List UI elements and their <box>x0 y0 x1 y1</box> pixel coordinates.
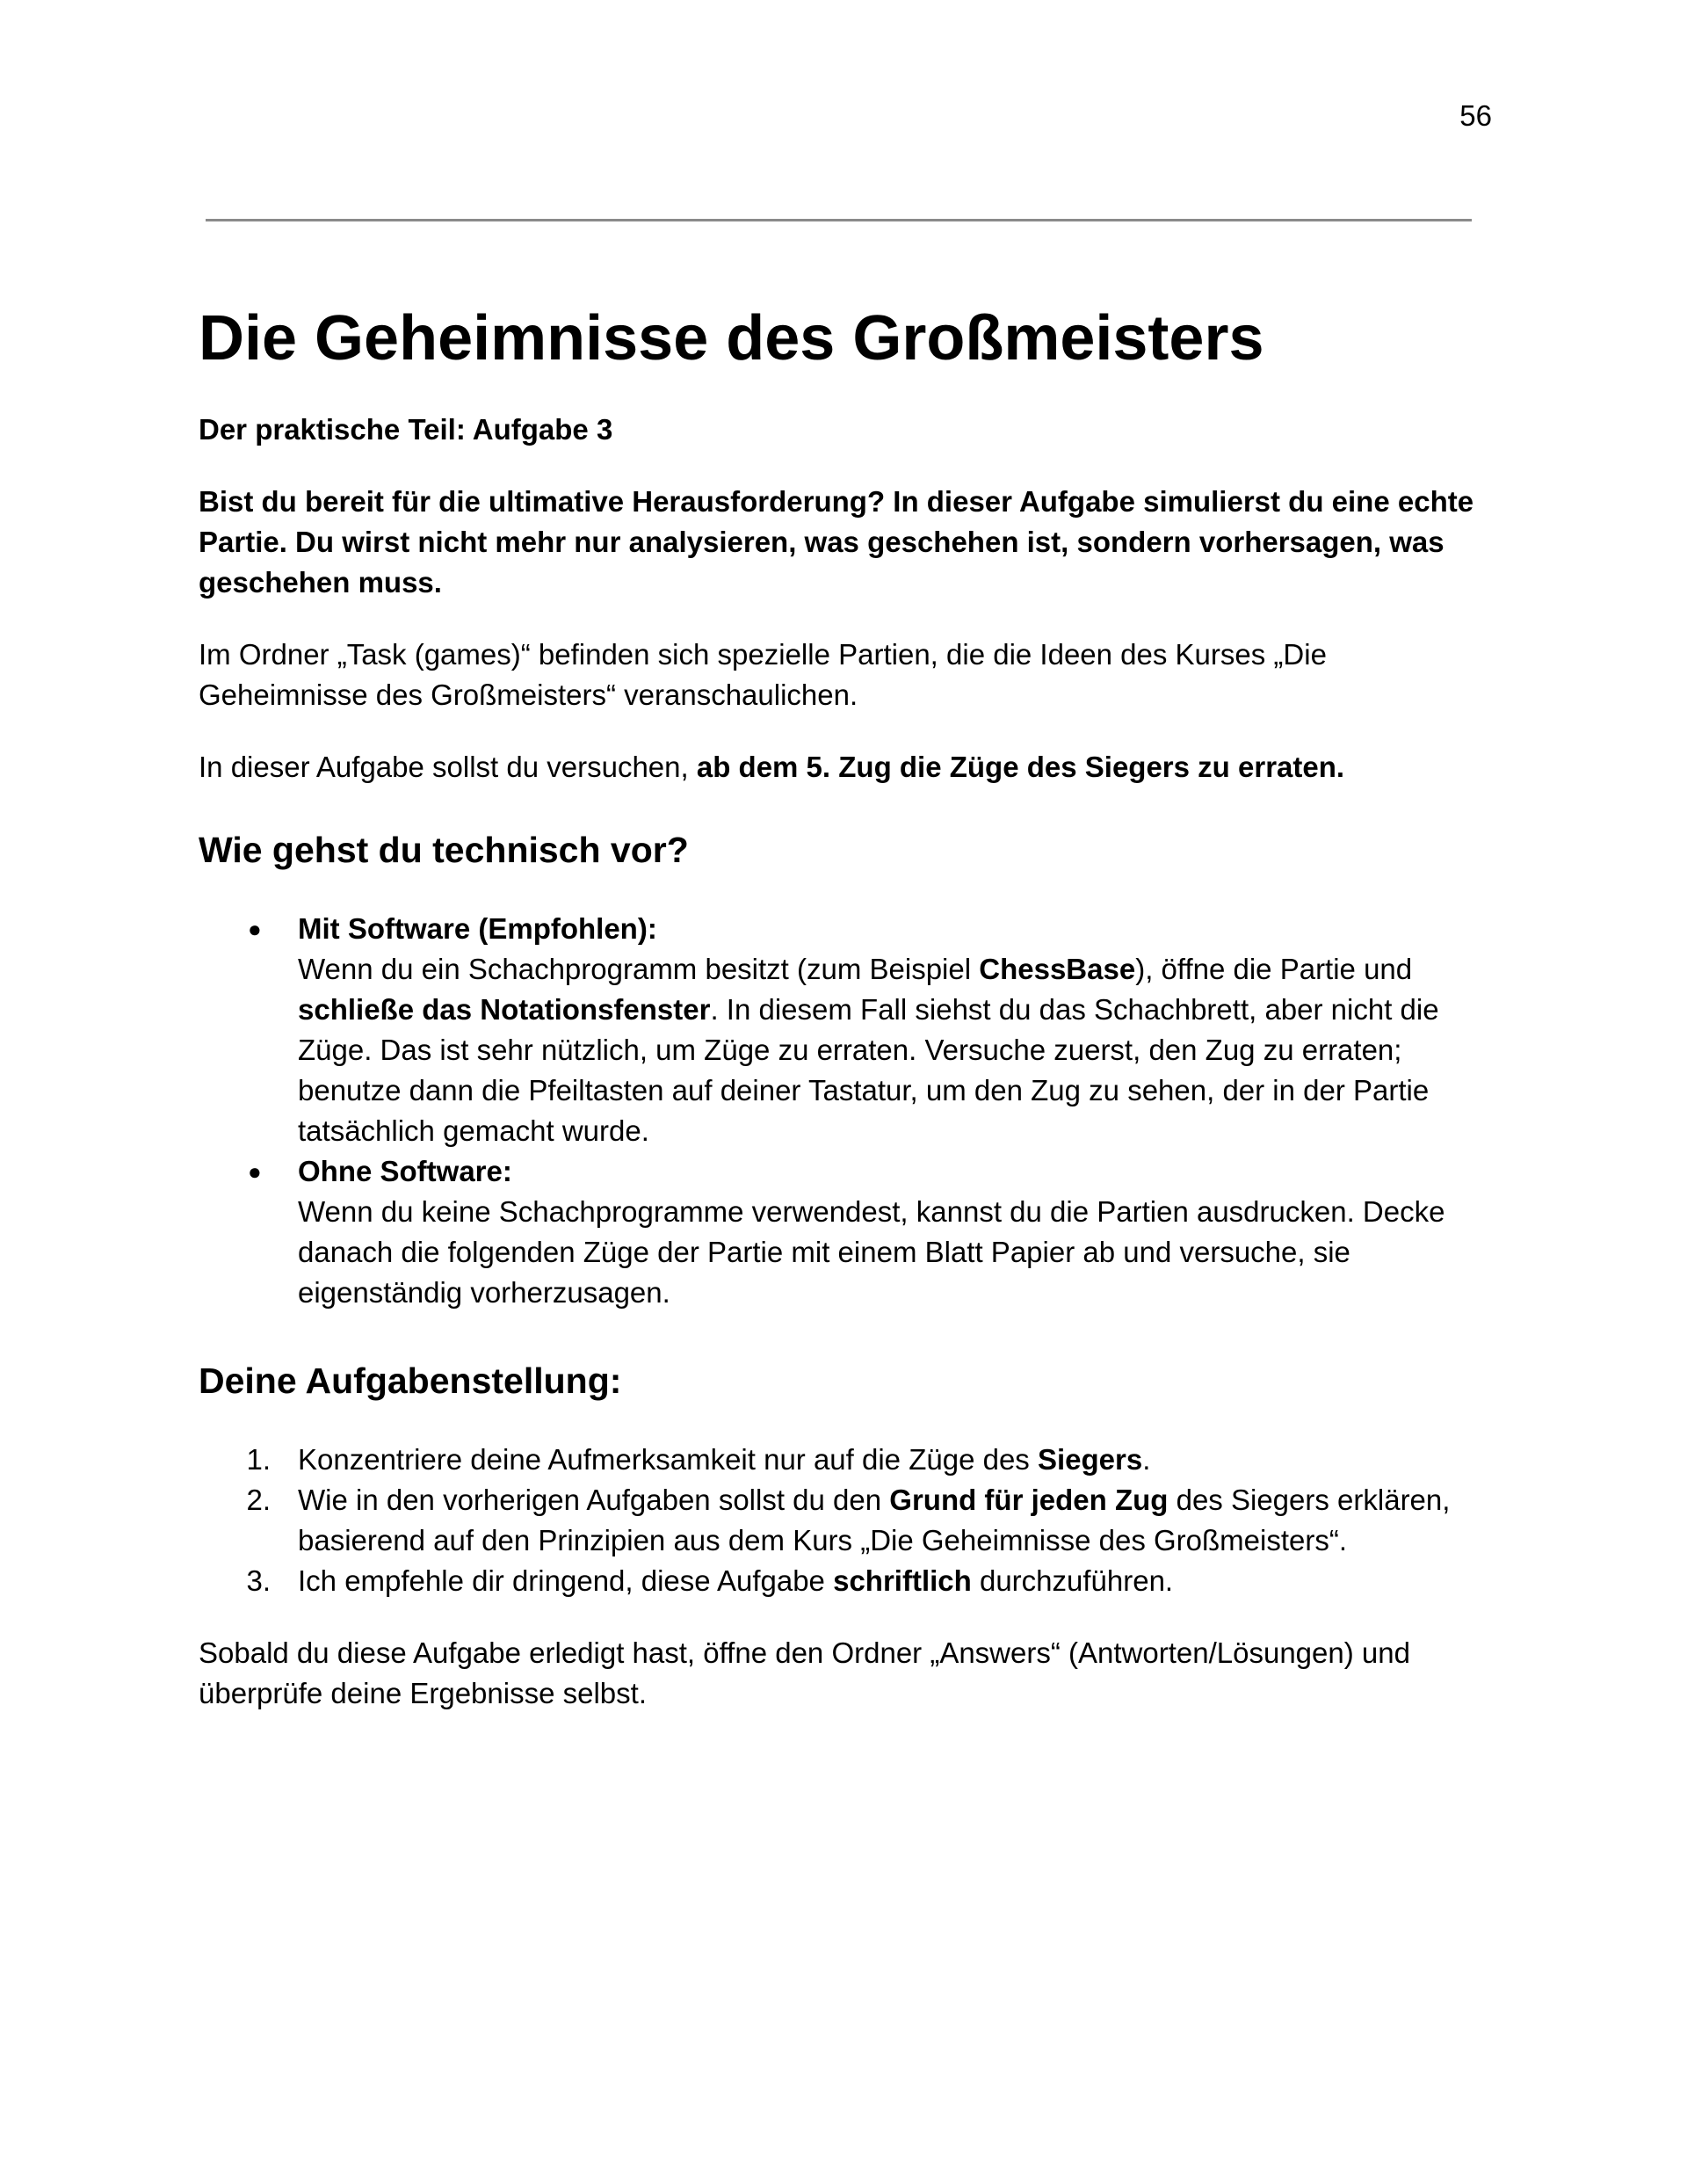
task-paragraph <box>199 747 1481 787</box>
document-content <box>199 299 1481 1745</box>
list-item-title: Ohne Software: <box>298 1155 512 1187</box>
text-run-bold: Grund für jeden Zug <box>889 1484 1169 1516</box>
list-item <box>199 909 1481 1151</box>
page-number: 56 <box>1459 99 1492 132</box>
text-run-bold: Siegers <box>1037 1443 1143 1476</box>
text-run: Konzentriere deine Aufmerksamkeit nur auf die Züge des <box>298 1443 1038 1476</box>
text-run: ), öffne die Partie und <box>1135 953 1413 985</box>
bullet-marker: ● <box>248 916 262 942</box>
section-subtitle: Der praktische Teil: Aufgabe 3 <box>199 413 613 446</box>
task-paragraph-text: In dieser Aufgabe sollst du versuchen, <box>199 751 697 783</box>
closing-paragraph: Sobald du diese Aufgabe erledigt hast, öffne den Ordner „Answers“ (Antworten/Lösungen) und überprüfe deine Ergebnisse selbst. <box>199 1636 1410 1709</box>
technical-list <box>199 909 1481 1313</box>
assignment-heading: Deine Aufgabenstellung: <box>199 1360 622 1401</box>
list-number: 2. <box>246 1484 271 1516</box>
text-run-bold: schließe das Notationsfenster <box>298 993 711 1026</box>
text-run: Wenn du ein Schachprogramm besitzt (zum Beispiel <box>298 953 980 985</box>
text-run: durchzuführen. <box>971 1564 1174 1597</box>
list-item-text: Wenn du keine Schachprogramme verwendest, kannst du die Partien ausdrucken. Decke danach die folgenden Züge der Partie mit einem Blatt Papier ab und versuche, sie eigenständig vorherzusagen. <box>298 1195 1445 1309</box>
technical-heading: Wie gehst du technisch vor? <box>199 830 689 870</box>
list-item <box>199 1480 1481 1561</box>
intro-paragraph: Bist du bereit für die ultimative Herausforderung? In dieser Aufgabe simulierst du eine echte Partie. Du wirst nicht mehr nur analysieren, was geschehen ist, sondern vorhersagen, was geschehen muss. <box>199 485 1474 599</box>
list-item <box>199 1151 1481 1313</box>
list-number: 1. <box>246 1443 271 1476</box>
list-number: 3. <box>246 1564 271 1597</box>
bullet-marker: ● <box>248 1158 262 1185</box>
text-run: Ich empfehle dir dringend, diese Aufgabe <box>298 1564 834 1597</box>
list-item-text <box>298 949 1481 1151</box>
list-item <box>199 1440 1481 1480</box>
text-run-bold: schriftlich <box>833 1564 972 1597</box>
text-run-bold: ChessBase <box>979 953 1136 985</box>
text-run: . In diesem Fall siehst du das Schachbrett, aber nicht die Züge. Das ist sehr nützlich, um Züge zu erraten. Versuche zuerst, den Zug zu erraten; benutze dann die Pfeiltasten auf deiner Tastatur, um den Zug zu sehen, der in der Partie tatsächlich gemacht wurde. <box>298 993 1439 1147</box>
list-item <box>199 1561 1481 1601</box>
text-run: Wie in den vorherigen Aufgaben sollst du den <box>298 1484 890 1516</box>
assignment-list <box>199 1440 1481 1601</box>
list-item-title: Mit Software (Empfohlen): <box>298 912 657 945</box>
text-run: . <box>1142 1443 1151 1476</box>
text-run: des Siegers erklären, basierend auf den Prinzipien aus dem Kurs „Die Geheimnisse des Großmeisters“. <box>298 1484 1451 1556</box>
page-title: Die Geheimnisse des Großmeisters <box>199 303 1264 374</box>
task-paragraph-emphasis: ab dem 5. Zug die Züge des Siegers zu erraten. <box>696 751 1345 783</box>
header-rule <box>206 219 1472 221</box>
folder-paragraph: Im Ordner „Task (games)“ befinden sich spezielle Partien, die die Ideen des Kurses „Die Geheimnisse des Großmeisters“ veranschaulichen. <box>199 638 1327 711</box>
